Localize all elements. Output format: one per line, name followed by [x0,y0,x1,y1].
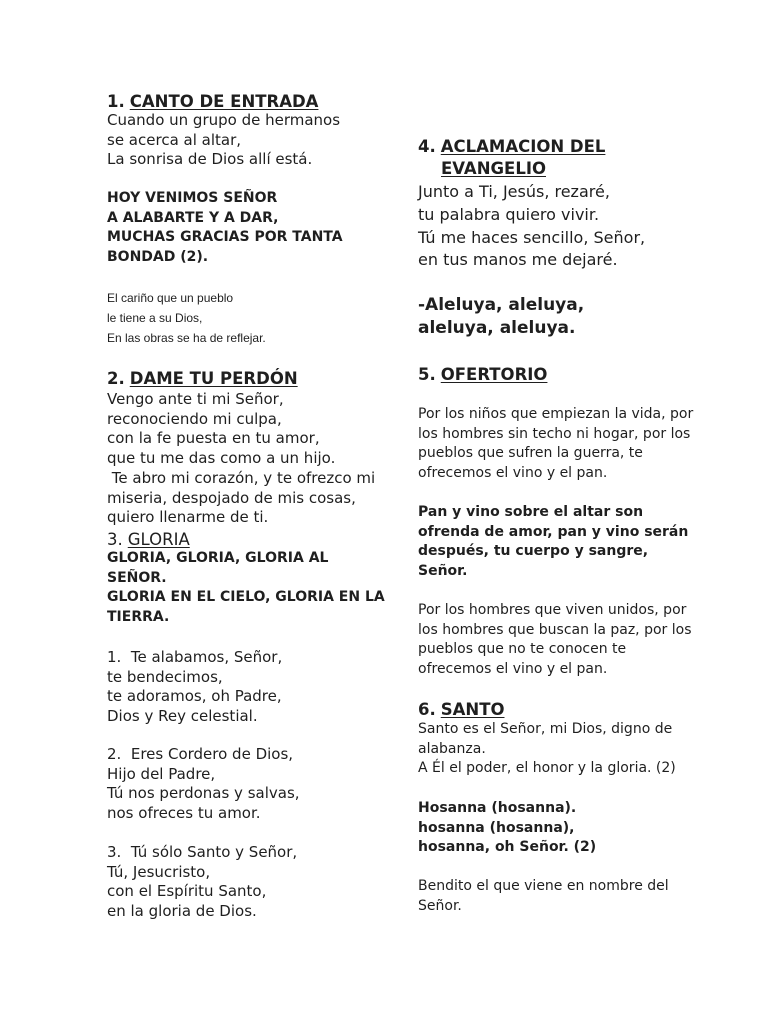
verse-line: pueblos que no te conocen te [418,641,627,658]
chorus-line: después, tu cuerpo y sangre, [418,543,649,560]
verse-line: Por los hombres que viven unidos, por [418,602,687,618]
verse-line: Bendito el que viene en nombre del [418,878,669,894]
section-heading-5 [418,364,547,386]
verse-line: Te abro mi corazón, y te ofrezco mi [107,468,376,487]
verse-line: 3. Tú sólo Santo y Señor, [107,843,298,861]
verse-line: con el Espíritu Santo, [107,882,267,901]
verse-line: los hombres sin techo ni hogar, por los [418,425,691,442]
verse-line: te adoramos, oh Padre, [107,687,282,706]
chorus-block [418,503,688,582]
verse-line: La sonrisa de Dios allí está. [107,150,313,169]
chorus-line: GLORIA EN EL CIELO, GLORIA EN LA [107,589,385,606]
chorus-line: HOY VENIMOS SEÑOR [107,190,278,206]
verse-block [418,720,676,779]
section-title: GLORIA [127,530,190,549]
chorus-line: A ALABARTE Y A DAR, [107,209,279,226]
chorus-line: BONDAD (2). [107,249,209,266]
verse-block [107,648,282,727]
verse-block [107,390,375,528]
chorus-line: hosanna (hosanna), [418,819,575,836]
verse-line: Tú me haces sencillo, Señor, [418,227,646,247]
verse-block [418,601,692,680]
verse-block [107,843,297,922]
verse-block [418,181,645,272]
chorus-line: GLORIA, GLORIA, GLORIA AL [107,550,329,566]
section-number: 3. [107,530,123,549]
verse-line: Tú nos perdonas y salvas, [107,784,300,803]
chorus-block [107,549,385,628]
verse-block [107,111,340,170]
section-heading-1 [107,91,318,113]
section-number: 4. [418,137,436,156]
chorus-block [418,799,596,858]
verse-line: A Él el poder, el honor y la gloria. (2) [418,760,676,777]
chorus-line: ofrenda de amor, pan y vino serán [418,523,689,540]
verse-line: en tus manos me dejaré. [418,250,618,270]
verse-line: en la gloria de Dios. [107,902,257,921]
verse-line: El cariño que un pueblo [107,291,234,305]
chorus-line: TIERRA. [107,609,170,626]
verse-line: Junto a Ti, Jesús, rezaré, [418,182,610,201]
section-heading-4 [418,136,605,180]
chorus-line: MUCHAS GRACIAS POR TANTA [107,229,343,246]
verse-line: que tu me das como a un hijo. [107,449,336,468]
section-title-continued: EVANGELIO [441,159,546,178]
verse-line: miseria, despojado de mis cosas, [107,488,356,507]
section-heading-6 [418,699,505,721]
chorus-line: Pan y vino sobre el altar son [418,504,644,520]
chorus-line: aleluya, aleluya. [418,318,576,338]
section-title: DAME TU PERDÓN [129,369,298,388]
verse-line: quiero llenarme de ti. [107,508,269,527]
verse-line: te bendecimos, [107,667,223,686]
verse-line: Dios y Rey celestial. [107,707,258,726]
section-title: OFERTORIO [440,365,548,384]
verse-line: Vengo ante ti mi Señor, [107,390,284,408]
section-title: CANTO DE ENTRADA [129,92,319,111]
verse-line: nos ofreces tu amor. [107,804,261,823]
section-number: 6. [418,700,436,719]
chorus-line: SEÑOR. [107,569,167,586]
verse-line: le tiene a su Dios, [107,311,203,325]
verse-line: pueblos que sufren la guerra, te [418,445,643,462]
verse-line: tu palabra quiero vivir. [418,204,600,224]
verse-block [418,877,669,916]
verse-line: Tú, Jesucristo, [107,862,211,881]
verse-line: reconociendo mi culpa, [107,409,282,428]
section-title: ACLAMACION DEL [440,137,606,156]
section-number: 2. [107,369,125,388]
chorus-line: hosanna, oh Señor. (2) [418,839,597,856]
verse-block [107,745,300,824]
chorus-line: Señor. [418,563,468,580]
chorus-line: -Aleluya, aleluya, [418,295,585,315]
verse-line: Santo es el Señor, mi Dios, digno de [418,721,673,737]
verse-line: ofrecemos el vino y el pan. [418,661,608,678]
verse-line: Señor. [418,897,462,914]
verse-line: Cuando un grupo de hermanos [107,111,341,129]
verse-line: En las obras se ha de reflejar. [107,331,266,345]
verse-line: ofrecemos el vino y el pan. [418,465,608,482]
verse-line: alabanza. [418,740,486,757]
chorus-block [107,189,343,268]
chorus-block [418,294,584,340]
verse-block [107,288,266,348]
section-title: SANTO [440,700,505,719]
section-number: 1. [107,92,125,111]
verse-line: Por los niños que empiezan la vida, por [418,406,694,422]
section-heading-2 [107,368,298,390]
verse-line: Hijo del Padre, [107,764,216,783]
verse-line: los hombres que buscan la paz, por los [418,621,692,638]
verse-line: 2. Eres Cordero de Dios, [107,745,294,763]
verse-block [418,405,693,484]
verse-line: 1. Te alabamos, Señor, [107,648,283,666]
section-number: 5. [418,365,436,384]
section-heading-3 [107,529,190,551]
verse-line: con la fe puesta en tu amor, [107,429,320,448]
chorus-line: Hosanna (hosanna). [418,800,577,816]
verse-line: se acerca al altar, [107,130,242,149]
